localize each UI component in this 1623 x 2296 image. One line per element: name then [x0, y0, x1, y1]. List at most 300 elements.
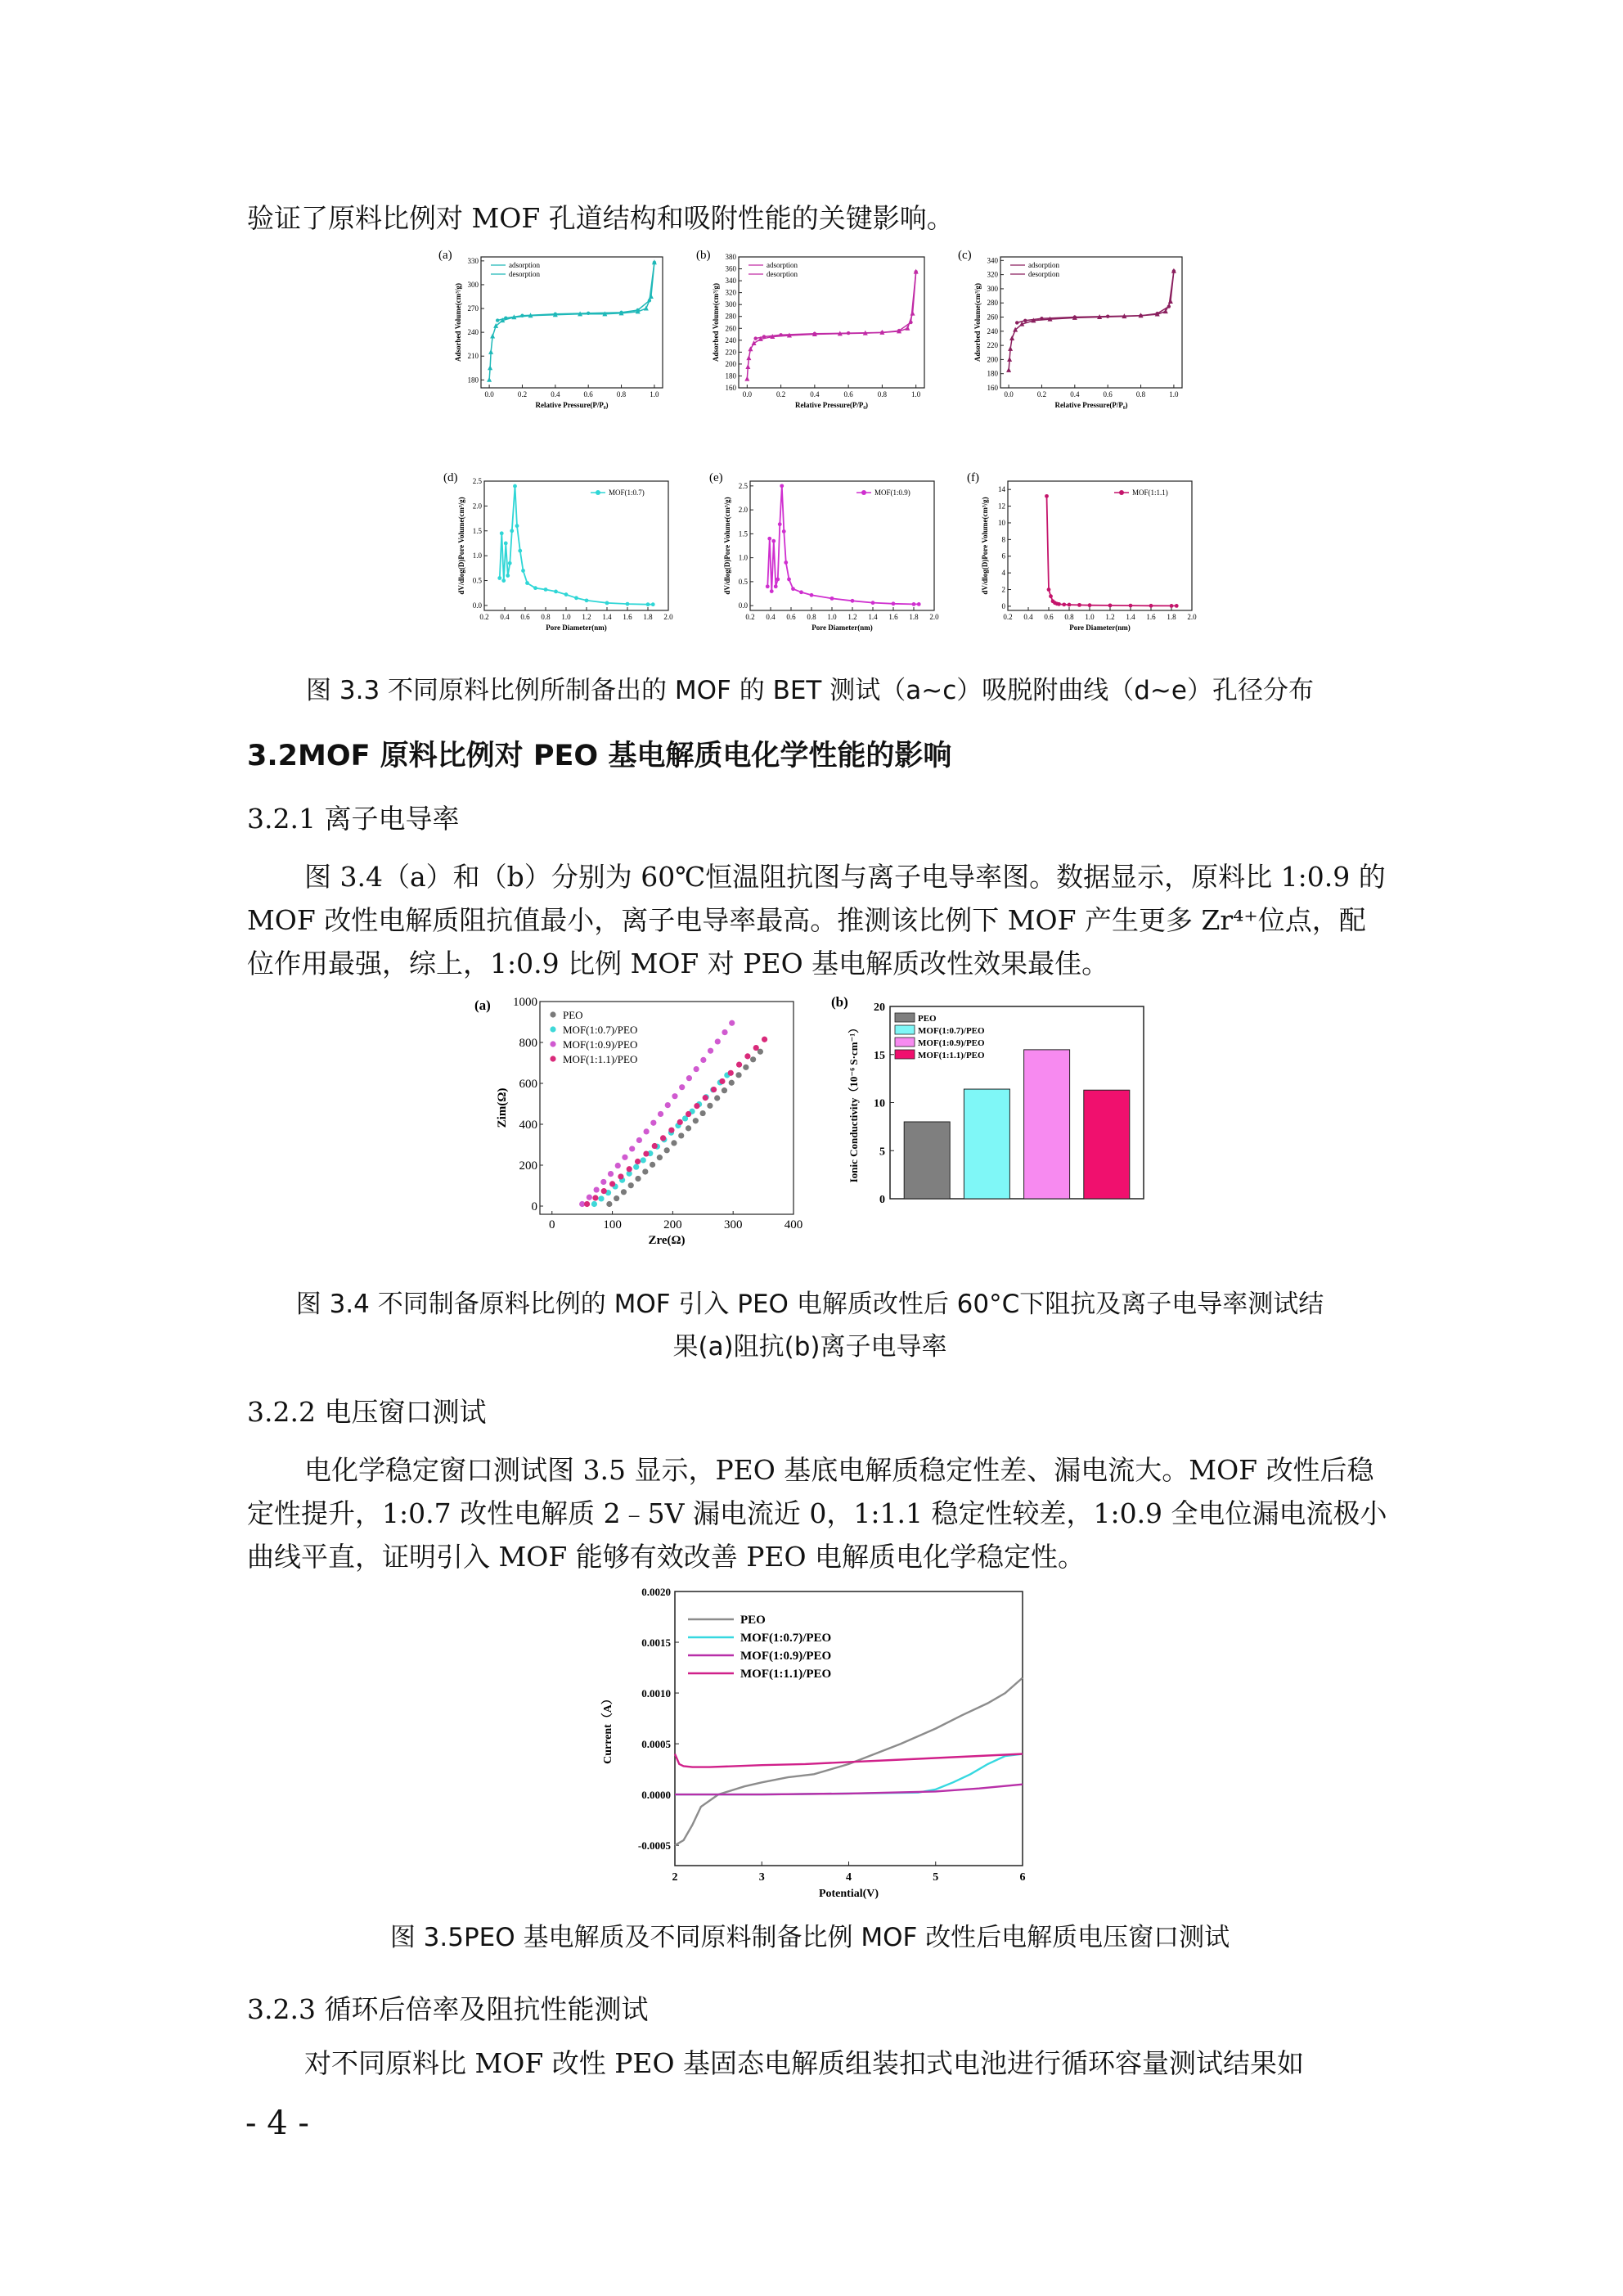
- data-point-MOF(1:0.9): [912, 602, 916, 606]
- y-tick-label: 200: [725, 359, 736, 368]
- legend-label: adsorption: [767, 261, 798, 269]
- y-tick-label: 160: [987, 384, 998, 392]
- data-point-PEO: [735, 1072, 741, 1078]
- y-tick-label: 260: [725, 324, 736, 333]
- x-tick-label: 1.0: [827, 613, 837, 621]
- data-point-desorption: [636, 308, 640, 312]
- data-point-MOF(1:0.9): [871, 601, 875, 605]
- data-point-desorption: [914, 270, 917, 273]
- y-tick-label: 260: [987, 313, 998, 322]
- y-tick-label: 0.5: [738, 577, 748, 586]
- y-tick-label: 0.0015: [641, 1636, 671, 1650]
- data-point-MOF(1:1.1): [1170, 604, 1174, 608]
- data-point-MOF(1:0.9)/PEO: [608, 1171, 614, 1177]
- x-tick-label: 1.0: [1169, 390, 1179, 398]
- bar-MOF(1:0.9)/PEO: [1024, 1050, 1070, 1199]
- x-tick-label: 2.0: [1187, 613, 1197, 621]
- x-tick-label: 1.6: [623, 613, 632, 621]
- series-line-desorption: [756, 272, 916, 338]
- data-point-MOF(1:0.7): [605, 601, 609, 605]
- data-point-MOF(1:0.9): [784, 560, 788, 565]
- data-point-MOF(1:0.9)/PEO: [636, 1137, 642, 1143]
- x-tick-label: 0.2: [745, 613, 755, 621]
- y-tick-label: 280: [725, 312, 736, 321]
- plot-frame: [675, 1591, 1023, 1866]
- data-point-MOF(1:1.1): [1175, 604, 1179, 608]
- data-point-MOF(1:0.7): [521, 569, 525, 573]
- section-3-2-2-heading: 3.2.2 电压窗口测试: [247, 1396, 487, 1428]
- data-point-PEO: [729, 1080, 735, 1086]
- data-point-desorption: [1015, 321, 1018, 324]
- x-tick-label: 0.6: [520, 613, 530, 621]
- chart-a-isotherm: [434, 245, 671, 434]
- data-point-PEO: [657, 1155, 663, 1160]
- y-tick-label: 0.0000: [641, 1789, 671, 1802]
- y-tick-label: 0.0020: [641, 1586, 671, 1598]
- data-point-PEO: [642, 1168, 648, 1174]
- x-axis-label: Zre(Ω): [648, 1234, 686, 1247]
- data-point-MOF(1:1.1): [1057, 602, 1061, 606]
- x-axis-label: Pore Diameter(nm): [812, 624, 873, 632]
- panel-label: (b): [831, 994, 848, 1010]
- x-tick-label: 0.2: [1036, 390, 1047, 398]
- plot-frame: [484, 481, 668, 610]
- data-point-MOF(1:0.9): [917, 602, 921, 606]
- y-tick-label: -0.0005: [637, 1839, 671, 1853]
- x-tick-label: 0.8: [807, 613, 816, 621]
- x-tick-label: 400: [784, 1218, 803, 1231]
- data-point-desorption: [880, 331, 883, 334]
- data-point-desorption: [1139, 314, 1142, 317]
- data-point-desorption: [619, 311, 623, 314]
- data-point-adsorption: [490, 333, 495, 338]
- legend-marker: [550, 1026, 555, 1032]
- y-tick-label: 1.0: [738, 553, 748, 562]
- chart-e-pore-distribution: [699, 466, 945, 655]
- x-axis-label: Pore Diameter(nm): [1069, 624, 1131, 632]
- x-axis-label: Relative Pressure(P/P₀): [794, 401, 869, 409]
- legend-label: MOF(1:1.1)/PEO: [740, 1668, 832, 1681]
- panel-label: (a): [474, 997, 491, 1013]
- y-tick-label: 400: [519, 1119, 537, 1132]
- x-tick-label: 1.6: [888, 613, 898, 621]
- chart-f-pore-distribution: [957, 466, 1203, 655]
- data-point-MOF(1:1.1): [1129, 604, 1133, 608]
- data-point-MOF(1:0.9): [767, 537, 771, 541]
- data-point-MOF(1:0.7): [508, 561, 512, 565]
- data-point-MOF(1:0.7): [564, 592, 569, 597]
- y-tick-label: 200: [519, 1159, 537, 1173]
- data-point-MOF(1:0.9)/PEO: [700, 1057, 706, 1063]
- data-point-desorption: [520, 314, 524, 317]
- data-point-desorption: [1106, 314, 1109, 317]
- y-axis-label: dV/dlog(D)Pore Volume(cm³/g): [980, 497, 989, 595]
- x-tick-label: 0.6: [1103, 390, 1113, 398]
- data-point-MOF(1:0.7): [515, 524, 519, 528]
- y-tick-label: 180: [987, 369, 998, 378]
- y-tick-label: 0.5: [472, 576, 482, 585]
- data-point-MOF(1:0.9): [771, 539, 776, 543]
- y-tick-label: 0.0005: [641, 1738, 671, 1751]
- figure-3-3-caption: 图 3.3 不同原料比例所制备出的 MOF 的 BET 测试（a~c）吸脱附曲线（d~e）孔径分布: [306, 676, 1314, 705]
- chart-nyquist-impedance: [466, 990, 810, 1276]
- y-tick-label: 320: [987, 270, 998, 279]
- y-tick-label: 1000: [513, 996, 537, 1009]
- figure-3-4-caption-line1: 图 3.4 不同制备原料比例的 MOF 引入 PEO 电解质改性后 60°C下阻抗及离子电导率测试结: [295, 1290, 1324, 1319]
- legend-marker: [596, 490, 600, 495]
- data-point-desorption: [1040, 317, 1043, 320]
- data-point-MOF(1:0.7): [506, 574, 510, 578]
- legend-label: MOF(1:1.1): [1132, 488, 1168, 497]
- paragraph-3-2-1: 图 3.4（a）和（b）分别为 60℃恒温阻抗图与离子电导率图。数据显示，原料比 1:0.9 的 MOF 改性电解质阻抗值最小，离子电导率最高。推测该比例下 MOF 产生更多 Zr⁴⁺位点，配位作用最强，综上，1:0.9 比例 MOF 对 PEO 基电解质改性效果最佳。: [247, 861, 1386, 979]
- data-point-MOF(1:0.9): [791, 587, 795, 591]
- y-tick-label: 4: [1001, 569, 1005, 578]
- data-point-MOF(1:1.1)/PEO: [703, 1095, 708, 1101]
- series-line-MOF(1:1.1)/PEO: [675, 1754, 1023, 1767]
- chart-b-isotherm: [691, 245, 933, 434]
- data-point-desorption: [1073, 315, 1077, 318]
- x-tick-label: 0.8: [1064, 613, 1074, 621]
- y-tick-label: 15: [874, 1049, 885, 1062]
- data-point-MOF(1:1.1): [1077, 603, 1081, 607]
- data-point-MOF(1:0.9)/PEO: [593, 1186, 599, 1192]
- y-tick-label: 160: [725, 384, 736, 392]
- legend-label: MOF(1:0.9): [874, 488, 910, 497]
- series-line-MOF(1:0.7): [500, 486, 654, 605]
- data-point-PEO: [686, 1125, 691, 1131]
- y-tick-label: 0: [879, 1194, 885, 1206]
- y-tick-label: 210: [467, 352, 479, 361]
- data-point-PEO: [714, 1095, 720, 1101]
- data-point-MOF(1:0.9)/PEO: [679, 1084, 685, 1090]
- data-point-MOF(1:1.1)/PEO: [677, 1119, 683, 1125]
- legend-label: PEO: [563, 1009, 583, 1021]
- y-tick-label: 10: [998, 518, 1005, 527]
- x-tick-label: 0.4: [500, 613, 510, 621]
- legend-label: MOF(1:0.9)/PEO: [740, 1650, 832, 1663]
- data-point-PEO: [614, 1195, 619, 1201]
- data-point-MOF(1:1.1)/PEO: [711, 1087, 717, 1092]
- y-axis-label: Current（A）: [602, 1693, 614, 1764]
- data-point-adsorption: [746, 355, 751, 360]
- page-number: - 4 -: [245, 2105, 309, 2142]
- data-point-MOF(1:1.1)/PEO: [643, 1150, 649, 1156]
- x-tick-label: 1.0: [650, 390, 659, 398]
- data-point-MOF(1:0.7): [500, 531, 504, 535]
- y-tick-label: 2: [1001, 585, 1005, 594]
- data-point-MOF(1:0.7): [646, 602, 650, 606]
- plot-frame: [1008, 481, 1192, 610]
- x-tick-label: 1.8: [909, 613, 919, 621]
- x-tick-label: 2.0: [929, 613, 939, 621]
- data-point-MOF(1:1.1)/PEO: [736, 1062, 742, 1068]
- y-axis-label: dV/dlog(D)Pore Volume(cm³/g): [456, 497, 465, 595]
- data-point-PEO: [750, 1056, 756, 1062]
- paragraph-3-2-3: 对不同原料比 MOF 改性 PEO 基固态电解质组装扣式电池进行循环容量测试结果如: [304, 2047, 1305, 2079]
- y-tick-label: 220: [987, 341, 998, 350]
- y-axis-label: dV/dlog(D)Pore Volume(cm³/g): [722, 497, 731, 595]
- y-tick-label: 0: [1001, 601, 1005, 610]
- y-tick-label: 800: [519, 1037, 537, 1050]
- data-point-adsorption: [488, 365, 492, 370]
- data-point-MOF(1:1.1)/PEO: [686, 1111, 691, 1117]
- legend-marker: [1119, 490, 1124, 495]
- data-point-MOF(1:1.1): [1062, 602, 1066, 606]
- x-tick-label: 1.2: [847, 613, 857, 621]
- data-point-MOF(1:1.1)/PEO: [668, 1128, 674, 1133]
- x-tick-label: 1.0: [1085, 613, 1095, 621]
- y-axis-label: Adsorbed Volume(cm³/g): [973, 283, 982, 362]
- series-line-MOF(1:1.1): [1047, 496, 1177, 606]
- data-point-PEO: [671, 1140, 677, 1146]
- data-point-desorption: [909, 321, 912, 324]
- data-point-MOF(1:0.7)/PEO: [641, 1157, 646, 1163]
- data-point-PEO: [678, 1132, 684, 1138]
- y-tick-label: 12: [998, 502, 1005, 511]
- data-point-MOF(1:1.1)/PEO: [618, 1173, 623, 1179]
- legend-label: MOF(1:0.9)/PEO: [918, 1038, 985, 1048]
- y-tick-label: 270: [467, 304, 479, 313]
- data-point-desorption: [1172, 269, 1176, 272]
- plot-frame: [750, 481, 934, 610]
- data-point-MOF(1:0.7): [501, 579, 506, 583]
- data-point-MOF(1:0.9)/PEO: [686, 1075, 692, 1081]
- x-tick-label: 0.0: [484, 390, 494, 398]
- panel-label: (a): [438, 249, 452, 262]
- x-tick-label: 0.4: [810, 390, 820, 398]
- legend-label: MOF(1:0.7)/PEO: [918, 1026, 985, 1036]
- y-axis-label: Adsorbed Volume(cm³/g): [711, 283, 720, 362]
- data-point-MOF(1:0.9)/PEO: [587, 1195, 592, 1200]
- data-point-MOF(1:1.1)/PEO: [652, 1143, 658, 1149]
- data-point-MOF(1:0.7): [574, 596, 578, 600]
- data-point-MOF(1:0.7): [585, 598, 589, 602]
- y-tick-label: 200: [987, 355, 998, 364]
- x-tick-label: 5: [933, 1871, 939, 1884]
- y-axis-label: Zim(Ω): [496, 1087, 509, 1128]
- y-tick-label: 20: [874, 1002, 885, 1014]
- data-point-MOF(1:0.9)/PEO: [658, 1111, 663, 1117]
- x-tick-label: 0.6: [583, 390, 593, 398]
- data-point-desorption: [587, 312, 590, 315]
- data-point-MOF(1:1.1): [1049, 594, 1053, 598]
- bar-MOF(1:1.1)/PEO: [1084, 1090, 1130, 1199]
- x-axis-label: Relative Pressure(P/P₀): [1054, 401, 1128, 409]
- y-tick-label: 0.0: [738, 601, 748, 610]
- data-point-adsorption: [1007, 357, 1012, 362]
- x-tick-label: 0.4: [551, 390, 560, 398]
- y-tick-label: 6: [1001, 551, 1005, 560]
- x-axis-label: Relative Pressure(P/P₀): [535, 401, 609, 409]
- x-tick-label: 300: [723, 1218, 743, 1231]
- data-point-MOF(1:1.1): [1047, 588, 1051, 592]
- x-tick-label: 200: [663, 1218, 682, 1231]
- data-point-desorption: [753, 336, 757, 340]
- y-tick-label: 1.5: [472, 526, 482, 535]
- x-tick-label: 0.2: [776, 390, 786, 398]
- data-point-MOF(1:0.9): [766, 584, 770, 588]
- data-point-desorption: [496, 318, 499, 322]
- x-tick-label: 0.4: [766, 613, 776, 621]
- data-point-PEO: [650, 1162, 655, 1168]
- data-point-MOF(1:0.9): [780, 484, 784, 488]
- y-tick-label: 320: [725, 288, 736, 297]
- data-point-MOF(1:1.1): [1088, 603, 1092, 607]
- x-tick-label: 1.2: [582, 613, 591, 621]
- data-point-MOF(1:0.9)/PEO: [722, 1029, 727, 1035]
- data-point-PEO: [664, 1147, 670, 1153]
- panel-label: (b): [696, 249, 711, 262]
- x-tick-label: 0.4: [1023, 613, 1033, 621]
- data-point-desorption: [847, 331, 850, 335]
- data-point-desorption: [653, 261, 656, 264]
- legend-marker: [550, 1056, 555, 1061]
- data-point-MOF(1:0.9): [770, 589, 774, 593]
- x-tick-label: 0.0: [742, 390, 752, 398]
- series-line-MOF(1:0.9): [767, 486, 919, 605]
- y-tick-label: 2.5: [738, 481, 748, 490]
- panel-label: (e): [709, 471, 723, 484]
- data-point-PEO: [707, 1103, 713, 1109]
- x-tick-label: 0.8: [616, 390, 627, 398]
- data-point-MOF(1:0.9): [892, 601, 896, 606]
- y-tick-label: 10: [874, 1097, 885, 1110]
- y-tick-label: 600: [519, 1078, 537, 1091]
- legend-marker: [550, 1041, 555, 1047]
- data-point-desorption: [648, 299, 651, 302]
- x-tick-label: 3: [758, 1871, 765, 1884]
- data-point-MOF(1:0.9)/PEO: [672, 1093, 677, 1099]
- series-line-MOF(1:0.9)/PEO: [675, 1785, 1023, 1794]
- data-point-MOF(1:0.7): [533, 586, 537, 590]
- data-point-MOF(1:0.7): [510, 529, 514, 533]
- chart-c-isotherm: [953, 245, 1190, 434]
- x-tick-label: 0.0: [1004, 390, 1014, 398]
- data-point-PEO: [621, 1189, 627, 1195]
- data-point-desorption: [897, 329, 901, 332]
- legend-swatch: [895, 1050, 915, 1059]
- x-tick-label: 0.6: [843, 390, 853, 398]
- data-point-MOF(1:1.1)/PEO: [660, 1135, 666, 1141]
- data-point-MOF(1:0.7): [504, 542, 508, 546]
- data-point-adsorption: [745, 364, 750, 369]
- x-tick-label: 0.4: [1070, 390, 1080, 398]
- data-point-MOF(1:0.9): [830, 597, 834, 601]
- data-point-MOF(1:0.9): [851, 599, 855, 603]
- bar-MOF(1:0.7)/PEO: [964, 1089, 1009, 1199]
- chart-voltage-window: [597, 1583, 1031, 1915]
- legend-label: desorption: [767, 270, 798, 278]
- legend-marker: [861, 490, 866, 495]
- y-tick-label: 180: [725, 371, 736, 380]
- panel-label: (d): [443, 471, 458, 484]
- legend-label: MOF(1:0.7)/PEO: [563, 1024, 638, 1036]
- data-point-desorption: [1023, 319, 1027, 322]
- data-point-MOF(1:1.1)/PEO: [694, 1103, 699, 1109]
- data-point-PEO: [700, 1110, 706, 1116]
- data-point-PEO: [606, 1201, 612, 1207]
- x-tick-label: 1.6: [1146, 613, 1156, 621]
- data-point-MOF(1:0.7): [525, 581, 529, 585]
- data-point-MOF(1:0.9)/PEO: [665, 1102, 671, 1108]
- legend-label: adsorption: [509, 261, 540, 269]
- data-point-MOF(1:0.9): [776, 578, 780, 582]
- data-point-MOF(1:0.7): [497, 576, 501, 580]
- data-point-MOF(1:1.1): [1068, 603, 1072, 607]
- chart-d-pore-distribution: [434, 466, 679, 655]
- data-point-desorption: [504, 316, 507, 319]
- data-point-PEO: [722, 1087, 727, 1093]
- y-tick-label: 340: [987, 256, 998, 265]
- intro-line: 验证了原料比例对 MOF 孔道结构和吸附性能的关键影响。: [247, 202, 954, 234]
- data-point-desorption: [554, 313, 557, 316]
- data-point-MOF(1:0.7): [544, 588, 548, 592]
- data-point-MOF(1:0.7): [554, 590, 558, 594]
- data-point-MOF(1:0.9)/PEO: [615, 1163, 621, 1168]
- x-tick-label: 100: [603, 1218, 622, 1231]
- y-tick-label: 1.5: [738, 529, 748, 538]
- x-tick-label: 0.2: [479, 613, 489, 621]
- data-point-MOF(1:0.7)/PEO: [633, 1164, 639, 1170]
- x-tick-label: 1.4: [1126, 613, 1135, 621]
- figure-3-5-caption: 图 3.5PEO 基电解质及不同原料制备比例 MOF 改性后电解质电压窗口测试: [389, 1923, 1230, 1952]
- legend-label: MOF(1:1.1)/PEO: [563, 1053, 638, 1065]
- legend-label: desorption: [509, 270, 540, 278]
- y-tick-label: 330: [467, 256, 479, 265]
- data-point-MOF(1:0.9): [810, 593, 814, 597]
- data-point-adsorption: [744, 376, 749, 381]
- x-axis-label: Potential(V): [818, 1888, 879, 1900]
- data-point-MOF(1:0.9): [787, 578, 791, 582]
- legend-label: adsorption: [1028, 261, 1059, 269]
- data-point-adsorption: [644, 306, 649, 311]
- y-tick-label: 220: [725, 348, 736, 357]
- legend-label: MOF(1:0.7): [609, 488, 645, 497]
- data-point-MOF(1:1.1)/PEO: [635, 1159, 641, 1164]
- legend-swatch: [895, 1038, 915, 1047]
- x-tick-label: 1.0: [911, 390, 921, 398]
- y-tick-label: 2.0: [738, 506, 748, 515]
- x-tick-label: 0.8: [877, 390, 888, 398]
- x-tick-label: 1.8: [1167, 613, 1176, 621]
- x-tick-label: 1.2: [1105, 613, 1115, 621]
- data-point-MOF(1:1.1)/PEO: [627, 1166, 632, 1172]
- x-tick-label: 0.8: [1135, 390, 1146, 398]
- data-point-MOF(1:0.7): [513, 484, 517, 488]
- panel-label: (f): [967, 471, 979, 484]
- data-point-MOF(1:1.1)/PEO: [584, 1201, 590, 1207]
- data-point-MOF(1:0.9)/PEO: [622, 1155, 627, 1160]
- y-tick-label: 340: [725, 277, 736, 286]
- data-point-desorption: [1156, 312, 1159, 315]
- data-point-desorption: [779, 333, 782, 336]
- x-tick-label: 0.2: [517, 390, 528, 398]
- y-tick-label: 8: [1001, 535, 1005, 544]
- panel-label: (c): [958, 249, 972, 262]
- x-axis-label: Pore Diameter(nm): [546, 624, 607, 632]
- data-point-PEO: [635, 1176, 641, 1182]
- data-point-MOF(1:0.7): [651, 602, 655, 606]
- legend-label: PEO: [740, 1614, 766, 1627]
- y-tick-label: 2.0: [472, 502, 482, 511]
- y-tick-label: 300: [987, 284, 998, 293]
- section-3-2-3-heading: 3.2.3 循环后倍率及阻抗性能测试: [247, 1993, 649, 2025]
- data-point-MOF(1:1.1)/PEO: [601, 1188, 607, 1194]
- series-line-desorption: [1017, 271, 1174, 322]
- data-point-PEO: [743, 1065, 749, 1070]
- data-point-MOF(1:0.9)/PEO: [600, 1179, 606, 1185]
- bar-PEO: [904, 1122, 950, 1199]
